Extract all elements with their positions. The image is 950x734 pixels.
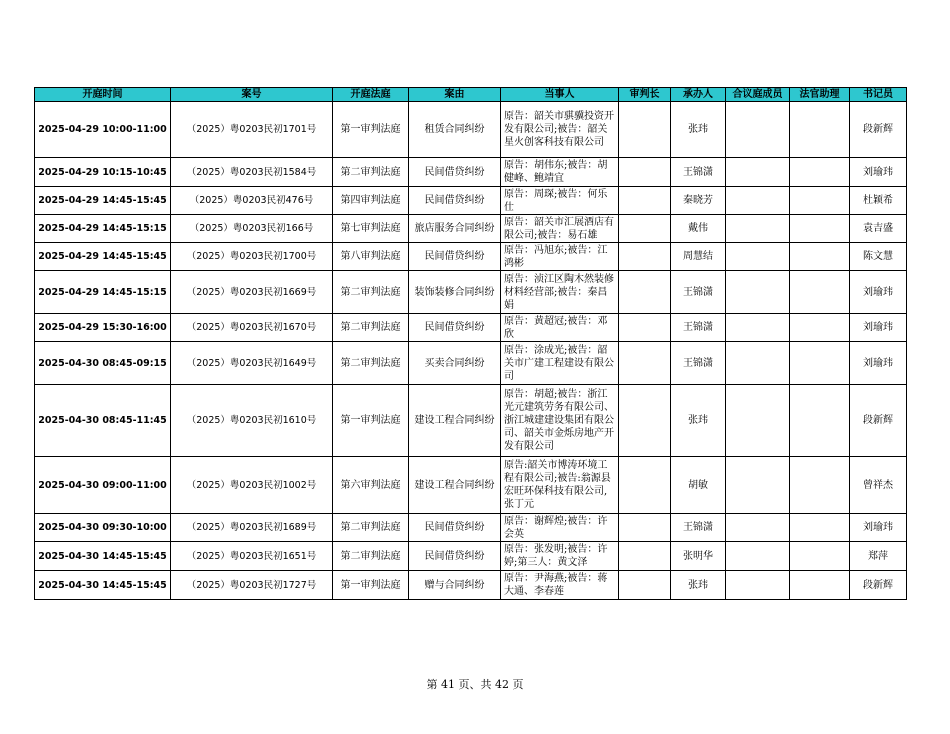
cell-time: 2025-04-30 14:45-15:45 (35, 542, 171, 571)
cell-cause: 建设工程合同纠纷 (409, 457, 501, 514)
cell-clerk: 段新辉 (850, 102, 907, 158)
cell-chief (619, 243, 671, 271)
table-row (35, 102, 907, 158)
cell-party: 原告：胡超;被告：浙江光元建筑劳务有限公司、浙江城建建设集团有限公司、韶关市金烁房地产开发有限公司 (501, 385, 619, 457)
cell-member (726, 187, 790, 215)
cell-party: 原告：胡伟东;被告：胡健峰、鲍靖宜 (501, 158, 619, 187)
header-cause: 案由 (409, 88, 501, 102)
cell-time: 2025-04-29 10:00-11:00 (35, 102, 171, 158)
cell-judge: 张玮 (671, 571, 726, 600)
table-body (35, 102, 907, 600)
cell-court: 第七审判法庭 (333, 215, 409, 243)
cell-chief (619, 542, 671, 571)
cell-judge: 周慧结 (671, 243, 726, 271)
cell-time: 2025-04-30 09:00-11:00 (35, 457, 171, 514)
cell-party: 原告：谢辉煌;被告：许会英 (501, 514, 619, 542)
cell-time: 2025-04-29 14:45-15:45 (35, 187, 171, 215)
cell-chief (619, 514, 671, 542)
cell-chief (619, 571, 671, 600)
cell-chief (619, 457, 671, 514)
cell-time: 2025-04-29 10:15-10:45 (35, 158, 171, 187)
cell-chief (619, 158, 671, 187)
cell-assistant (790, 542, 850, 571)
cell-judge: 王锦潇 (671, 314, 726, 342)
cell-party: 原告：张发明;被告：许婷;第三人：黄文泽 (501, 542, 619, 571)
cell-chief (619, 342, 671, 385)
cell-judge: 张玮 (671, 385, 726, 457)
cell-case: （2025）粤0203民初1689号 (171, 514, 333, 542)
cell-party: 原告：涂成光;被告：韶关市广建工程建设有限公司 (501, 342, 619, 385)
cell-court: 第六审判法庭 (333, 457, 409, 514)
cell-judge: 张明华 (671, 542, 726, 571)
header-chief: 审判长 (619, 88, 671, 102)
table-row (35, 271, 907, 314)
cell-case: （2025）粤0203民初1584号 (171, 158, 333, 187)
cell-party: 原告:韶关市博涛环境工程有限公司;被告:翁源县宏旺环保科技有限公司,张丁元 (501, 457, 619, 514)
cell-member (726, 571, 790, 600)
cell-assistant (790, 514, 850, 542)
cell-judge: 王锦潇 (671, 342, 726, 385)
cell-clerk: 陈文慧 (850, 243, 907, 271)
cell-assistant (790, 385, 850, 457)
cell-court: 第一审判法庭 (333, 102, 409, 158)
cell-clerk: 郑萍 (850, 542, 907, 571)
cell-time: 2025-04-30 09:30-10:00 (35, 514, 171, 542)
cell-clerk: 刘瑜玮 (850, 271, 907, 314)
cell-judge: 秦晓芳 (671, 187, 726, 215)
cell-clerk: 刘瑜玮 (850, 158, 907, 187)
cell-case: （2025）粤0203民初1727号 (171, 571, 333, 600)
cell-case: （2025）粤0203民初166号 (171, 215, 333, 243)
cell-clerk: 刘瑜玮 (850, 514, 907, 542)
cell-judge: 戴伟 (671, 215, 726, 243)
cell-member (726, 514, 790, 542)
cell-chief (619, 215, 671, 243)
cell-clerk: 段新辉 (850, 385, 907, 457)
cell-cause: 民间借贷纠纷 (409, 514, 501, 542)
cell-case: （2025）粤0203民初476号 (171, 187, 333, 215)
cell-cause: 租赁合同纠纷 (409, 102, 501, 158)
cell-member (726, 243, 790, 271)
table-row (35, 158, 907, 187)
header-party: 当事人 (501, 88, 619, 102)
table-row (35, 514, 907, 542)
cell-party: 原告：韶关市汇展酒店有限公司;被告：易石雄 (501, 215, 619, 243)
header-judge: 承办人 (671, 88, 726, 102)
table-row (35, 542, 907, 571)
page-number: 第 41 页、共 42 页 (426, 678, 524, 691)
cell-time: 2025-04-29 14:45-15:15 (35, 215, 171, 243)
cell-cause: 装饰装修合同纠纷 (409, 271, 501, 314)
cell-chief (619, 385, 671, 457)
cell-party: 原告：黄超冠;被告：邓欣 (501, 314, 619, 342)
cell-party: 原告：冯旭东;被告：江鸿彬 (501, 243, 619, 271)
header-row (35, 88, 907, 102)
table-row (35, 243, 907, 271)
cell-case: （2025）粤0203民初1670号 (171, 314, 333, 342)
cell-court: 第二审判法庭 (333, 542, 409, 571)
cell-cause: 民间借贷纠纷 (409, 187, 501, 215)
cell-member (726, 542, 790, 571)
cell-party: 原告：浈江区陶木然装修材料经营部;被告：秦昌娟 (501, 271, 619, 314)
header-time: 开庭时间 (35, 88, 171, 102)
table-row (35, 571, 907, 600)
cell-chief (619, 271, 671, 314)
cell-court: 第二审判法庭 (333, 158, 409, 187)
cell-case: （2025）粤0203民初1002号 (171, 457, 333, 514)
cell-cause: 民间借贷纠纷 (409, 158, 501, 187)
cell-court: 第一审判法庭 (333, 571, 409, 600)
cell-assistant (790, 215, 850, 243)
cell-cause: 民间借贷纠纷 (409, 314, 501, 342)
header-court: 开庭法庭 (333, 88, 409, 102)
cell-assistant (790, 457, 850, 514)
cell-assistant (790, 271, 850, 314)
cell-assistant (790, 571, 850, 600)
cell-case: （2025）粤0203民初1669号 (171, 271, 333, 314)
cell-member (726, 342, 790, 385)
table-row (35, 342, 907, 385)
cell-member (726, 314, 790, 342)
cell-court: 第四审判法庭 (333, 187, 409, 215)
cell-time: 2025-04-30 14:45-15:45 (35, 571, 171, 600)
cell-court: 第二审判法庭 (333, 514, 409, 542)
cell-member (726, 102, 790, 158)
cell-court: 第二审判法庭 (333, 342, 409, 385)
cell-assistant (790, 314, 850, 342)
cell-party: 原告：韶关市骐骥投资开发有限公司;被告：韶关星火创客科技有限公司 (501, 102, 619, 158)
cell-clerk: 刘瑜玮 (850, 314, 907, 342)
cell-case: （2025）粤0203民初1649号 (171, 342, 333, 385)
cell-time: 2025-04-29 15:30-16:00 (35, 314, 171, 342)
cell-clerk: 曾祥杰 (850, 457, 907, 514)
cell-assistant (790, 187, 850, 215)
header-case: 案号 (171, 88, 333, 102)
table-row (35, 314, 907, 342)
cell-time: 2025-04-29 14:45-15:45 (35, 243, 171, 271)
table-row (35, 215, 907, 243)
cell-member (726, 457, 790, 514)
cell-judge: 王锦潇 (671, 514, 726, 542)
cell-time: 2025-04-30 08:45-09:15 (35, 342, 171, 385)
header-assistant: 法官助理 (790, 88, 850, 102)
cell-member (726, 158, 790, 187)
cell-cause: 旅店服务合同纠纷 (409, 215, 501, 243)
cell-clerk: 袁吉盛 (850, 215, 907, 243)
cell-court: 第八审判法庭 (333, 243, 409, 271)
cell-chief (619, 187, 671, 215)
header-clerk: 书记员 (850, 88, 907, 102)
cell-time: 2025-04-29 14:45-15:15 (35, 271, 171, 314)
table-row (35, 385, 907, 457)
cell-member (726, 215, 790, 243)
cell-member (726, 385, 790, 457)
cell-assistant (790, 158, 850, 187)
cell-member (726, 271, 790, 314)
cell-court: 第一审判法庭 (333, 385, 409, 457)
cell-party: 原告：周琛;被告：何乐仕 (501, 187, 619, 215)
cell-judge: 胡敏 (671, 457, 726, 514)
cell-chief (619, 314, 671, 342)
cell-judge: 王锦潇 (671, 158, 726, 187)
cell-judge: 王锦潇 (671, 271, 726, 314)
header-member: 合议庭成员 (726, 88, 790, 102)
cell-clerk: 段新辉 (850, 571, 907, 600)
cell-clerk: 刘瑜玮 (850, 342, 907, 385)
cell-assistant (790, 243, 850, 271)
cell-cause: 赠与合同纠纷 (409, 571, 501, 600)
cell-court: 第二审判法庭 (333, 314, 409, 342)
cell-case: （2025）粤0203民初1700号 (171, 243, 333, 271)
cell-case: （2025）粤0203民初1701号 (171, 102, 333, 158)
cell-cause: 建设工程合同纠纷 (409, 385, 501, 457)
cell-assistant (790, 102, 850, 158)
cell-court: 第二审判法庭 (333, 271, 409, 314)
table-row (35, 457, 907, 514)
table-row (35, 187, 907, 215)
cell-time: 2025-04-30 08:45-11:45 (35, 385, 171, 457)
cell-clerk: 杜颖希 (850, 187, 907, 215)
cell-cause: 民间借贷纠纷 (409, 542, 501, 571)
cell-assistant (790, 342, 850, 385)
cell-judge: 张玮 (671, 102, 726, 158)
cell-case: （2025）粤0203民初1651号 (171, 542, 333, 571)
cell-cause: 民间借贷纠纷 (409, 243, 501, 271)
cell-cause: 买卖合同纠纷 (409, 342, 501, 385)
cell-chief (619, 102, 671, 158)
cell-case: （2025）粤0203民初1610号 (171, 385, 333, 457)
cell-party: 原告：尹海燕;被告：蒋大通、李春莲 (501, 571, 619, 600)
court-schedule-table (34, 87, 907, 600)
